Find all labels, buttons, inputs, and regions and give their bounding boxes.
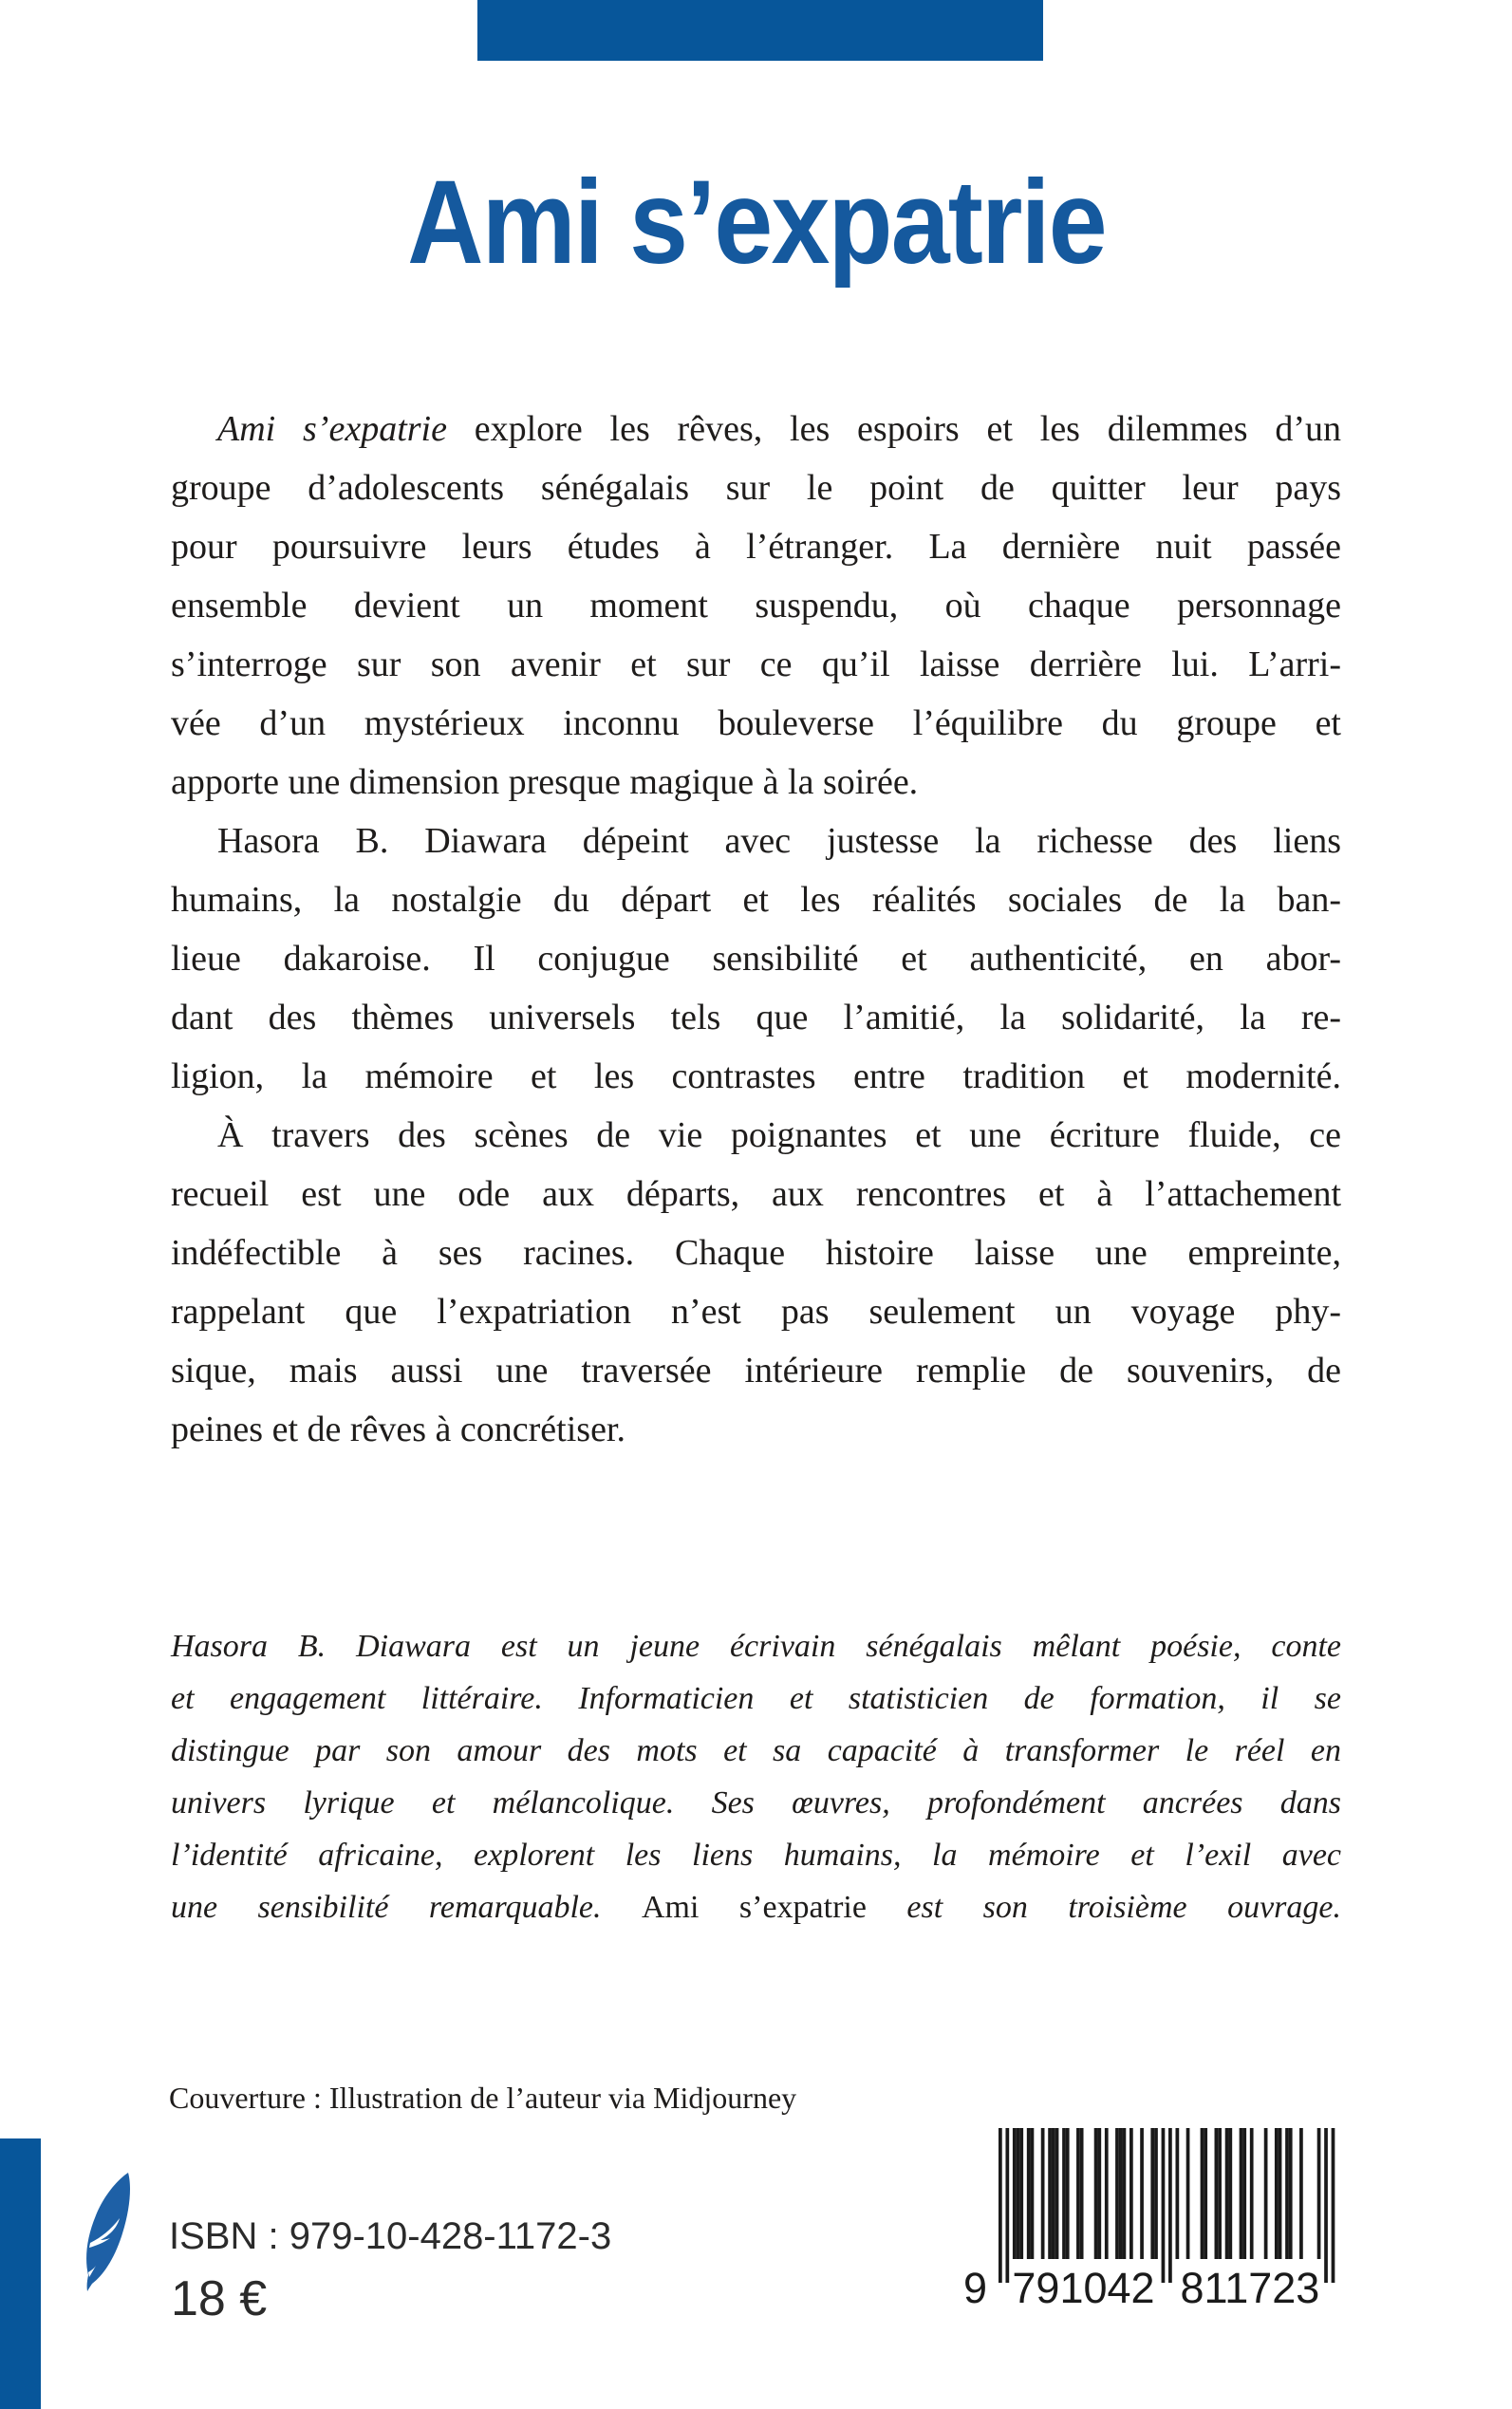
text-line: sique, mais aussi une traversée intérieure remplie de souvenirs, de: [171, 1351, 1341, 1391]
text-line: recueil est une ode aux départs, aux rencontres et à l’attachement: [171, 1174, 1341, 1214]
ean13-barcode: [961, 2128, 1335, 2315]
price-label: 18 €: [171, 2271, 268, 2326]
text-run: est son troisième ouvrage.: [866, 1890, 1341, 1925]
text-line: distingue par son amour des mots et sa capacité à transformer le réel en: [171, 1733, 1341, 1768]
barcode-digits: 9: [962, 2264, 987, 2310]
text-line: apporte une dimension presque magique à la soirée.: [171, 762, 919, 802]
top-blue-band: [477, 0, 1043, 61]
text-line: rappelant que l’expatriation n’est pas seulement un voyage phy-: [171, 1292, 1341, 1332]
text-line: et engagement littéraire. Informaticien et statisticien de formation, il se: [171, 1681, 1341, 1716]
text-line: À travers des scènes de vie poignantes et une écriture fluide, ce: [217, 1115, 1341, 1155]
barcode-digits: 791042: [1012, 2264, 1155, 2310]
left-blue-strip: [0, 2138, 41, 2409]
barcode-digits: 811723: [1180, 2264, 1320, 2310]
text-line: indéfectible à ses racines. Chaque histoire laisse une empreinte,: [171, 1233, 1341, 1273]
text-run: une sensibilité remarquable.: [171, 1890, 642, 1925]
text-run: explore les rêves, les espoirs et les dilemmes d’un: [446, 409, 1341, 449]
text-line: ligion, la mémoire et les contrastes entre tradition et modernité.: [171, 1056, 1341, 1096]
text-line: l’identité africaine, explorent les liens humains, la mémoire et l’exil avec: [171, 1838, 1341, 1873]
text-line: s’interroge sur son avenir et sur ce qu’il laisse derrière lui. L’arri-: [171, 644, 1341, 684]
text-line: groupe d’adolescents sénégalais sur le point de quitter leur pays: [171, 468, 1341, 508]
synopsis: [171, 400, 1341, 1459]
text-line: humains, la nostalgie du départ et les réalités sociales de la ban-: [171, 880, 1341, 920]
text-line: dant des thèmes universels tels que l’amitié, la solidarité, la re-: [171, 998, 1341, 1037]
roman-run: Ami s’expatrie: [641, 1890, 867, 1925]
synopsis-paragraph-3: [171, 1106, 1341, 1459]
text-line: vée d’un mystérieux inconnu bouleverse l’équilibre du groupe et: [171, 703, 1341, 743]
publisher-feather-icon: [78, 2172, 139, 2293]
italic-run: Ami s’expatrie: [217, 409, 447, 449]
ean13-barcode-svg: [961, 2128, 1335, 2310]
synopsis-paragraph-1: [171, 400, 1341, 812]
book-title: Ami s’expatrie: [406, 157, 1106, 289]
isbn-label: ISBN : 979-10-428-1172-3: [169, 2215, 612, 2257]
text-line: peines et de rêves à concrétiser.: [171, 1410, 625, 1449]
text-line: Hasora B. Diawara est un jeune écrivain sénégalais mêlant poésie, conte: [171, 1629, 1341, 1664]
text-line: univers lyrique et mélancolique. Ses œuvres, profondément ancrées dans: [171, 1785, 1341, 1821]
author-bio: [171, 1620, 1341, 1933]
text-line: Hasora B. Diawara dépeint avec justesse la richesse des liens: [217, 821, 1341, 861]
text-line: lieue dakaroise. Il conjugue sensibilité et authenticité, en abor-: [171, 939, 1341, 979]
text-line: [171, 1881, 1341, 1933]
text-line: pour poursuivre leurs études à l’étranger. La dernière nuit passée: [171, 527, 1341, 567]
synopsis-paragraph-2: [171, 812, 1341, 1106]
text-line: [171, 400, 1341, 458]
text-line: ensemble devient un moment suspendu, où chaque personnage: [171, 586, 1341, 626]
cover-credit: Couverture : Illustration de l’auteur via Midjourney: [169, 2081, 797, 2115]
